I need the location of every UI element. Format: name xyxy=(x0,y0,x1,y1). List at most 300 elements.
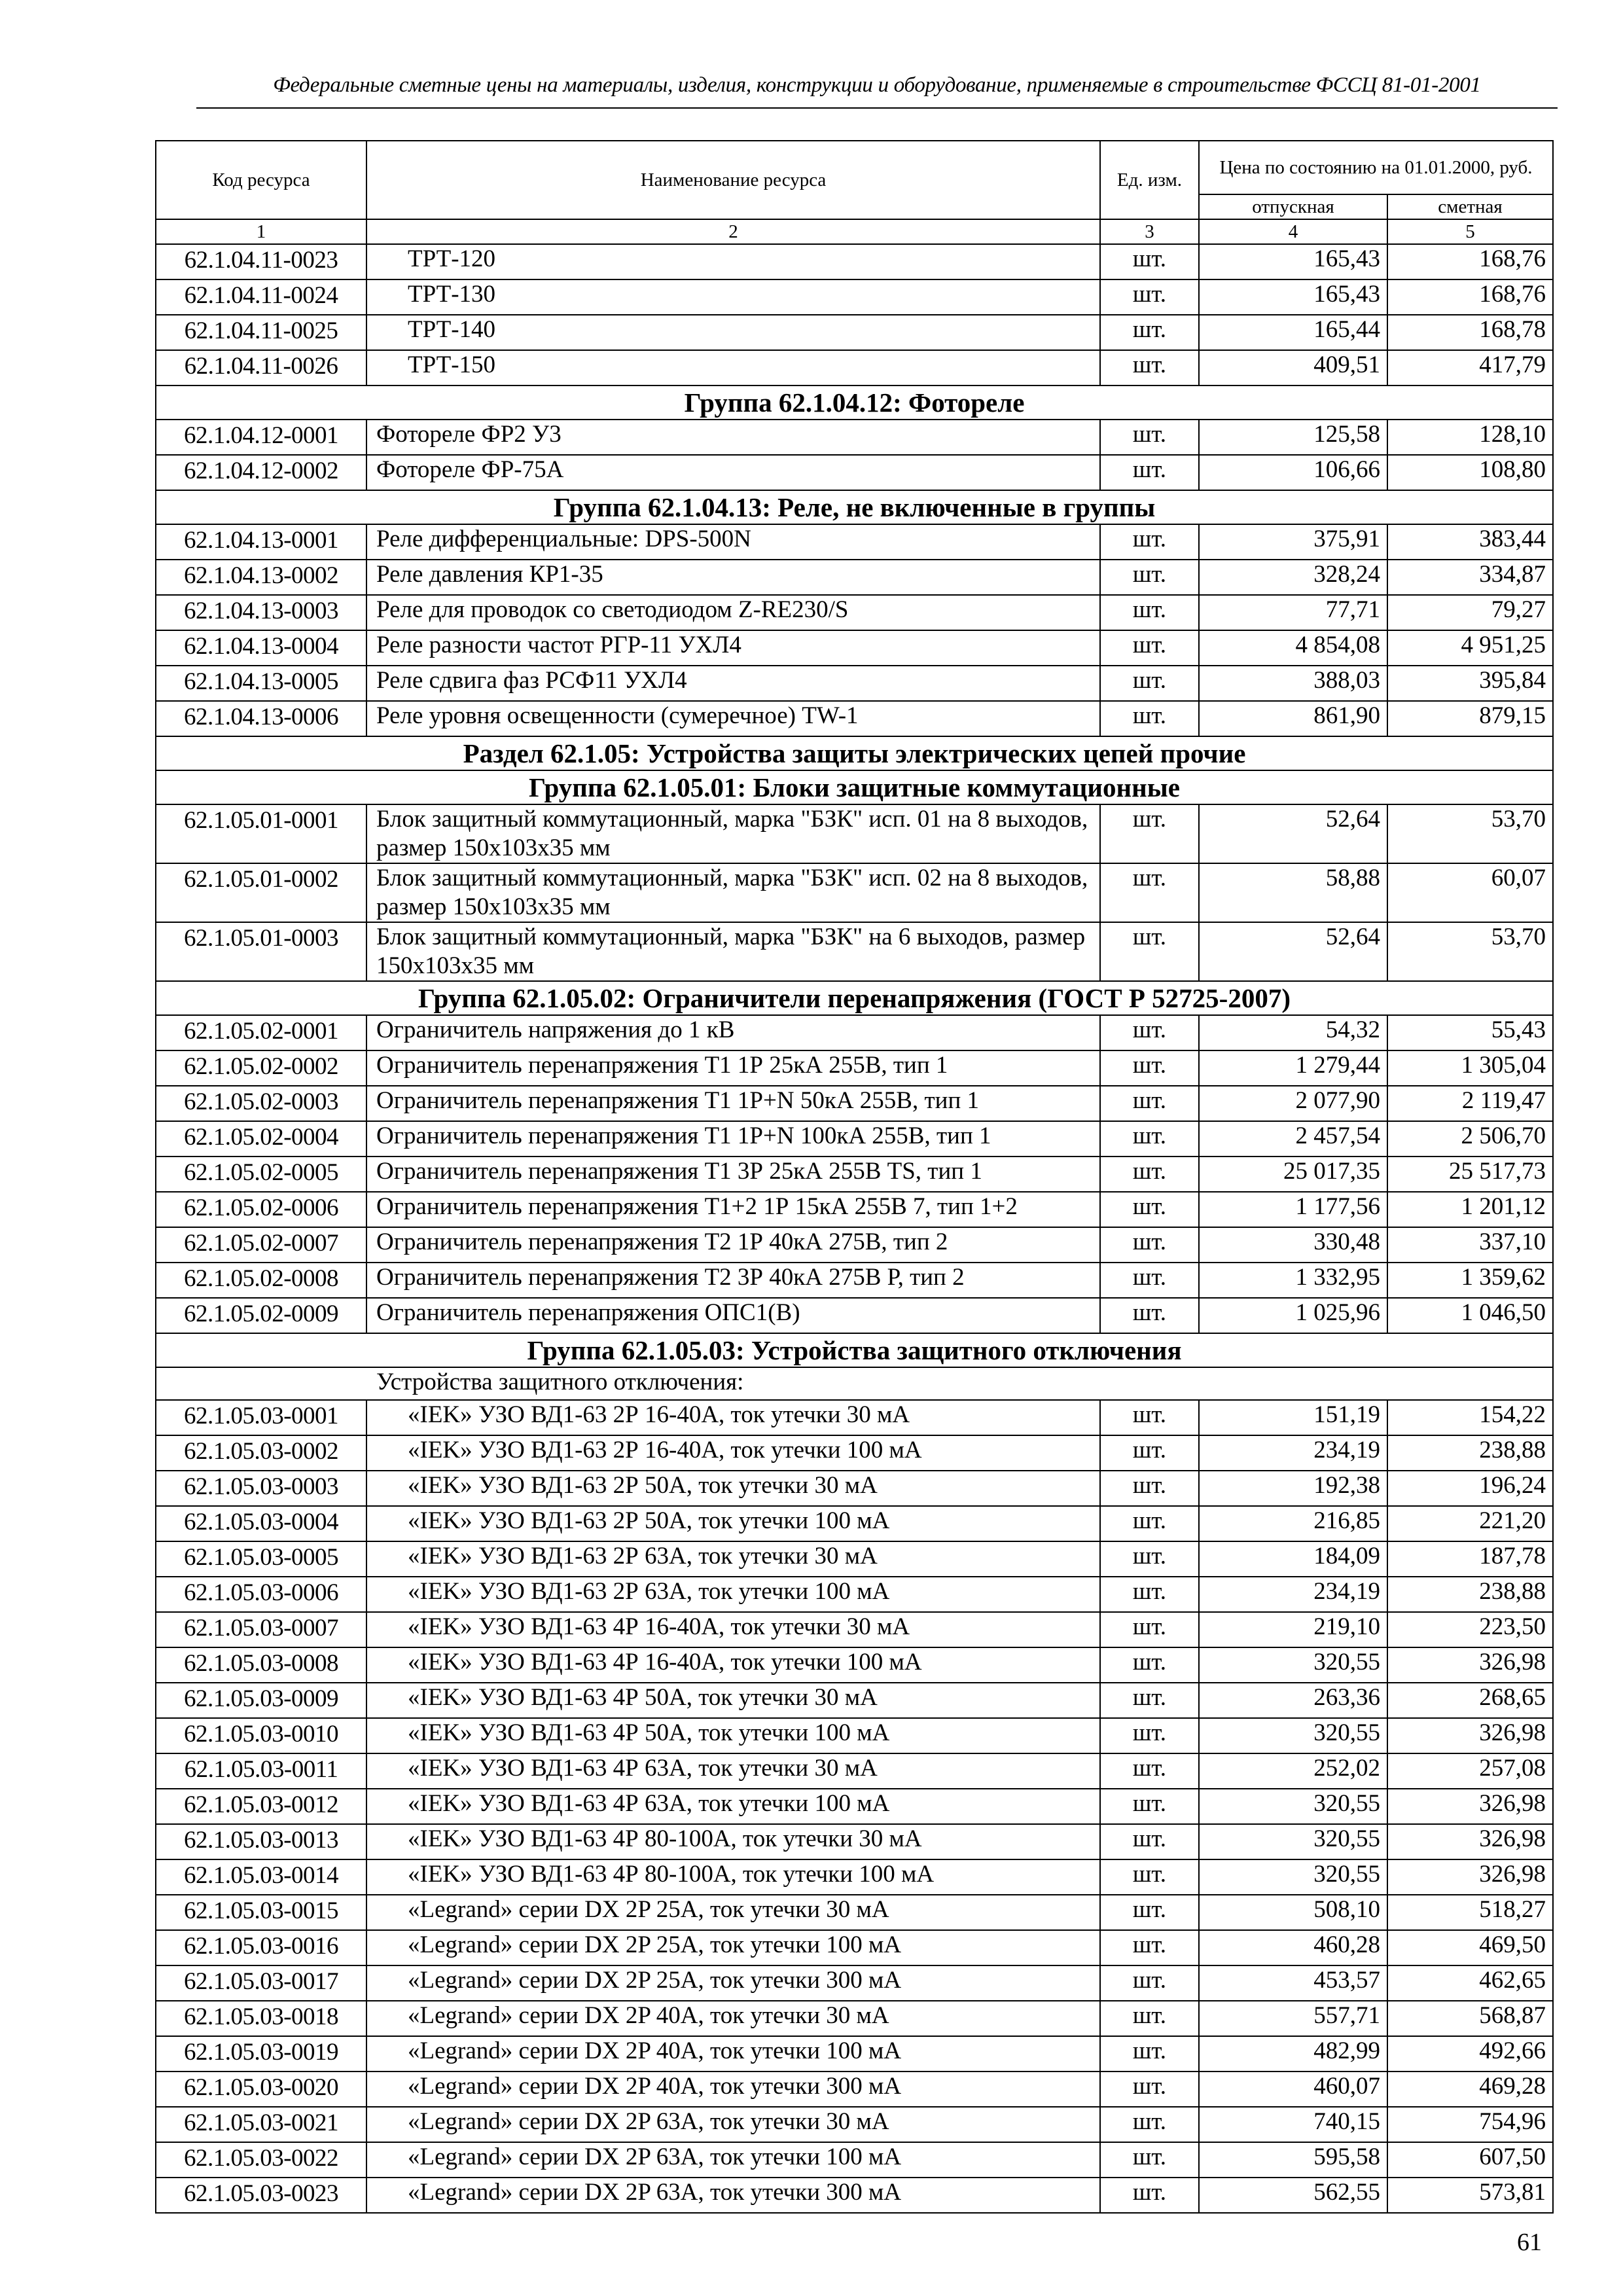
resource-name: Реле разности частот РГР-11 УХЛ4 xyxy=(366,630,1100,666)
resource-code: 62.1.05.03-0019 xyxy=(156,2036,366,2072)
resource-name: «IEK» УЗО ВД1-63 4Р 16-40А, ток утечки 30 мА xyxy=(366,1612,1100,1647)
table-row xyxy=(156,1506,1553,1541)
release-price: 263,36 xyxy=(1199,1683,1387,1718)
estimate-price: 53,70 xyxy=(1387,922,1553,981)
table-row xyxy=(156,315,1553,350)
estimate-price: 79,27 xyxy=(1387,595,1553,630)
release-price: 595,58 xyxy=(1199,2142,1387,2178)
table-row xyxy=(156,1718,1553,1753)
resource-code: 62.1.05.03-0023 xyxy=(156,2178,366,2213)
resource-code: 62.1.05.03-0008 xyxy=(156,1647,366,1683)
unit-cell: шт. xyxy=(1100,2142,1199,2178)
estimate-price: 326,98 xyxy=(1387,1647,1553,1683)
resource-name: «Legrand» серии DX 2P 40A, ток утечки 100 мА xyxy=(366,2036,1100,2072)
unit-cell: шт. xyxy=(1100,1930,1199,1965)
estimate-price: 607,50 xyxy=(1387,2142,1553,2178)
resource-name: «Legrand» серии DX 2P 40A, ток утечки 30 мА xyxy=(366,2001,1100,2036)
unit-cell: шт. xyxy=(1100,350,1199,386)
column-number: 4 xyxy=(1199,219,1387,244)
table-row xyxy=(156,1435,1553,1471)
unit-cell: шт. xyxy=(1100,2072,1199,2107)
release-price: 453,57 xyxy=(1199,1965,1387,2001)
group-heading-row xyxy=(156,386,1553,420)
resource-code: 62.1.05.03-0011 xyxy=(156,1753,366,1789)
page-number: 61 xyxy=(1517,2229,1542,2256)
resource-name: «Legrand» серии DX 2P 25A, ток утечки 300 мА xyxy=(366,1965,1100,2001)
release-price: 328,24 xyxy=(1199,560,1387,595)
release-price: 557,71 xyxy=(1199,2001,1387,2036)
resource-code: 62.1.05.03-0012 xyxy=(156,1789,366,1824)
resource-code: 62.1.05.03-0002 xyxy=(156,1435,366,1471)
estimate-price: 238,88 xyxy=(1387,1435,1553,1471)
resource-name: «IEK» УЗО ВД1-63 2Р 50А, ток утечки 30 мА xyxy=(366,1471,1100,1506)
estimate-price: 1 305,04 xyxy=(1387,1050,1553,1086)
unit-cell: шт. xyxy=(1100,1400,1199,1435)
subheading-title: Устройства защитного отключения: xyxy=(156,1367,1553,1400)
release-price: 252,02 xyxy=(1199,1753,1387,1789)
table-row xyxy=(156,666,1553,701)
resource-name: Блок защитный коммутационный, марка "БЗК" исп. 02 на 8 выходов, размер 150х103х35 мм xyxy=(366,863,1100,922)
estimate-price: 223,50 xyxy=(1387,1612,1553,1647)
estimate-price: 1 046,50 xyxy=(1387,1298,1553,1333)
estimate-price: 108,80 xyxy=(1387,455,1553,490)
group-title: Группа 62.1.04.13: Реле, не включенные в группы xyxy=(156,490,1553,524)
unit-cell: шт. xyxy=(1100,2001,1199,2036)
estimate-price: 1 359,62 xyxy=(1387,1263,1553,1298)
group-heading-row xyxy=(156,981,1553,1015)
estimate-price: 2 506,70 xyxy=(1387,1121,1553,1157)
unit-cell: шт. xyxy=(1100,1753,1199,1789)
column-number: 5 xyxy=(1387,219,1553,244)
resource-code: 62.1.05.02-0002 xyxy=(156,1050,366,1086)
release-price: 77,71 xyxy=(1199,595,1387,630)
estimate-price: 337,10 xyxy=(1387,1227,1553,1263)
unit-cell: шт. xyxy=(1100,244,1199,279)
resource-name: «IEK» УЗО ВД1-63 4Р 50А, ток утечки 100 мА xyxy=(366,1718,1100,1753)
resource-name: «IEK» УЗО ВД1-63 4Р 63А, ток утечки 100 мА xyxy=(366,1789,1100,1824)
release-price: 219,10 xyxy=(1199,1612,1387,1647)
unit-cell: шт. xyxy=(1100,1683,1199,1718)
release-price: 58,88 xyxy=(1199,863,1387,922)
estimate-price: 417,79 xyxy=(1387,350,1553,386)
resource-name: ТРТ-140 xyxy=(366,315,1100,350)
estimate-price: 53,70 xyxy=(1387,804,1553,863)
resource-name: «IEK» УЗО ВД1-63 2Р 16-40А, ток утечки 100 мА xyxy=(366,1435,1100,1471)
resource-code: 62.1.05.03-0017 xyxy=(156,1965,366,2001)
estimate-price: 326,98 xyxy=(1387,1824,1553,1859)
estimate-price: 4 951,25 xyxy=(1387,630,1553,666)
release-price: 54,32 xyxy=(1199,1015,1387,1050)
release-price: 460,07 xyxy=(1199,2072,1387,2107)
column-numbers-row xyxy=(156,219,1553,244)
estimate-price: 168,76 xyxy=(1387,279,1553,315)
table-row xyxy=(156,863,1553,922)
table-row xyxy=(156,560,1553,595)
resource-code: 62.1.05.01-0001 xyxy=(156,804,366,863)
release-price: 388,03 xyxy=(1199,666,1387,701)
unit-cell: шт. xyxy=(1100,524,1199,560)
table-row xyxy=(156,2036,1553,2072)
release-price: 4 854,08 xyxy=(1199,630,1387,666)
estimate-price: 573,81 xyxy=(1387,2178,1553,2213)
resource-code: 62.1.04.12-0002 xyxy=(156,455,366,490)
unit-cell: шт. xyxy=(1100,1789,1199,1824)
release-price: 52,64 xyxy=(1199,922,1387,981)
resource-name: Ограничитель перенапряжения Т1 1Р+N 50кА 255В, тип 1 xyxy=(366,1086,1100,1121)
resource-code: 62.1.04.13-0003 xyxy=(156,595,366,630)
resource-code: 62.1.04.13-0004 xyxy=(156,630,366,666)
estimate-price: 168,78 xyxy=(1387,315,1553,350)
resource-name: «IEK» УЗО ВД1-63 4Р 16-40А, ток утечки 100 мА xyxy=(366,1647,1100,1683)
release-price: 562,55 xyxy=(1199,2178,1387,2213)
estimate-price: 257,08 xyxy=(1387,1753,1553,1789)
table-row xyxy=(156,2142,1553,2178)
resource-code: 62.1.05.03-0003 xyxy=(156,1471,366,1506)
estimate-price: 168,76 xyxy=(1387,244,1553,279)
release-price: 320,55 xyxy=(1199,1647,1387,1683)
release-price: 330,48 xyxy=(1199,1227,1387,1263)
resource-name: Ограничитель перенапряжения Т1 3Р 25кА 255В TS, тип 1 xyxy=(366,1157,1100,1192)
release-price: 106,66 xyxy=(1199,455,1387,490)
resource-name: Реле для проводок со светодиодом Z-RE230/S xyxy=(366,595,1100,630)
resource-name: «Legrand» серии DX 2P 63A, ток утечки 30 мА xyxy=(366,2107,1100,2142)
resource-name: Ограничитель перенапряжения Т1 1Р 25кА 255В, тип 1 xyxy=(366,1050,1100,1086)
table-row xyxy=(156,1753,1553,1789)
resource-name: «IEK» УЗО ВД1-63 4Р 50А, ток утечки 30 мА xyxy=(366,1683,1100,1718)
table-row xyxy=(156,922,1553,981)
resource-code: 62.1.05.01-0003 xyxy=(156,922,366,981)
release-price: 234,19 xyxy=(1199,1577,1387,1612)
unit-cell: шт. xyxy=(1100,2036,1199,2072)
estimate-price: 879,15 xyxy=(1387,701,1553,736)
table-row xyxy=(156,2107,1553,2142)
table-body xyxy=(156,244,1553,2213)
estimate-price: 128,10 xyxy=(1387,420,1553,455)
section-title: Раздел 62.1.05: Устройства защиты электрических цепей прочие xyxy=(156,736,1553,770)
resource-code: 62.1.04.11-0026 xyxy=(156,350,366,386)
estimate-price: 268,65 xyxy=(1387,1683,1553,1718)
resource-code: 62.1.05.02-0001 xyxy=(156,1015,366,1050)
resource-name: «IEK» УЗО ВД1-63 4Р 63А, ток утечки 30 мА xyxy=(366,1753,1100,1789)
resource-name: Реле давления КР1-35 xyxy=(366,560,1100,595)
group-title: Группа 62.1.04.12: Фотореле xyxy=(156,386,1553,420)
resource-name: Блок защитный коммутационный, марка "БЗК" исп. 01 на 8 выходов, размер 150х103х35 мм xyxy=(366,804,1100,863)
unit-cell: шт. xyxy=(1100,1965,1199,2001)
unit-cell: шт. xyxy=(1100,630,1199,666)
unit-cell: шт. xyxy=(1100,666,1199,701)
resource-code: 62.1.05.02-0006 xyxy=(156,1192,366,1227)
resource-code: 62.1.05.03-0020 xyxy=(156,2072,366,2107)
release-price: 1 177,56 xyxy=(1199,1192,1387,1227)
estimate-price: 326,98 xyxy=(1387,1859,1553,1895)
estimate-price: 187,78 xyxy=(1387,1541,1553,1577)
estimate-price: 238,88 xyxy=(1387,1577,1553,1612)
resource-name: «Legrand» серии DX 2P 40A, ток утечки 300 мА xyxy=(366,2072,1100,2107)
unit-cell: шт. xyxy=(1100,1263,1199,1298)
estimate-price: 754,96 xyxy=(1387,2107,1553,2142)
resource-code: 62.1.05.01-0002 xyxy=(156,863,366,922)
unit-cell: шт. xyxy=(1100,1506,1199,1541)
header-release-price: отпускная xyxy=(1199,194,1387,219)
resource-code: 62.1.05.02-0005 xyxy=(156,1157,366,1192)
table-row xyxy=(156,1683,1553,1718)
estimate-price: 469,28 xyxy=(1387,2072,1553,2107)
release-price: 320,55 xyxy=(1199,1859,1387,1895)
header-unit: Ед. изм. xyxy=(1100,141,1199,219)
resource-name: «Legrand» серии DX 2P 25A, ток утечки 30 мА xyxy=(366,1895,1100,1930)
unit-cell: шт. xyxy=(1100,1895,1199,1930)
unit-cell: шт. xyxy=(1100,1298,1199,1333)
resource-code: 62.1.05.02-0009 xyxy=(156,1298,366,1333)
resource-name: «IEK» УЗО ВД1-63 2Р 50А, ток утечки 100 мА xyxy=(366,1506,1100,1541)
estimate-price: 154,22 xyxy=(1387,1400,1553,1435)
table-row xyxy=(156,1965,1553,2001)
release-price: 320,55 xyxy=(1199,1718,1387,1753)
estimate-price: 60,07 xyxy=(1387,863,1553,922)
estimate-price: 25 517,73 xyxy=(1387,1157,1553,1192)
header-name: Наименование ресурса xyxy=(366,141,1100,219)
release-price: 2 457,54 xyxy=(1199,1121,1387,1157)
resource-code: 62.1.05.03-0001 xyxy=(156,1400,366,1435)
resource-code: 62.1.05.03-0009 xyxy=(156,1683,366,1718)
resource-code: 62.1.05.03-0022 xyxy=(156,2142,366,2178)
unit-cell: шт. xyxy=(1100,1612,1199,1647)
resource-code: 62.1.05.02-0003 xyxy=(156,1086,366,1121)
unit-cell: шт. xyxy=(1100,804,1199,863)
unit-cell: шт. xyxy=(1100,1471,1199,1506)
table-row xyxy=(156,630,1553,666)
estimate-price: 568,87 xyxy=(1387,2001,1553,2036)
resource-code: 62.1.05.03-0007 xyxy=(156,1612,366,1647)
resource-name: ТРТ-130 xyxy=(366,279,1100,315)
table-row xyxy=(156,244,1553,279)
resource-code: 62.1.05.03-0005 xyxy=(156,1541,366,1577)
resource-code: 62.1.05.03-0021 xyxy=(156,2107,366,2142)
resource-name: Реле сдвига фаз РСФ11 УХЛ4 xyxy=(366,666,1100,701)
resource-code: 62.1.04.13-0001 xyxy=(156,524,366,560)
release-price: 861,90 xyxy=(1199,701,1387,736)
estimate-price: 334,87 xyxy=(1387,560,1553,595)
unit-cell: шт. xyxy=(1100,315,1199,350)
release-price: 165,44 xyxy=(1199,315,1387,350)
estimate-price: 2 119,47 xyxy=(1387,1086,1553,1121)
release-price: 25 017,35 xyxy=(1199,1157,1387,1192)
resource-code: 62.1.04.11-0023 xyxy=(156,244,366,279)
table-row xyxy=(156,279,1553,315)
estimate-price: 196,24 xyxy=(1387,1471,1553,1506)
estimate-price: 518,27 xyxy=(1387,1895,1553,1930)
resource-code: 62.1.05.03-0016 xyxy=(156,1930,366,1965)
table-row xyxy=(156,1471,1553,1506)
table-row xyxy=(156,1930,1553,1965)
estimate-price: 55,43 xyxy=(1387,1015,1553,1050)
unit-cell: шт. xyxy=(1100,1824,1199,1859)
table-row xyxy=(156,1612,1553,1647)
group-title: Группа 62.1.05.03: Устройства защитного отключения xyxy=(156,1333,1553,1367)
group-heading-row xyxy=(156,770,1553,804)
resource-name: Блок защитный коммутационный, марка "БЗК" на 6 выходов, размер 150х103х35 мм xyxy=(366,922,1100,981)
group-heading-row xyxy=(156,1333,1553,1367)
unit-cell: шт. xyxy=(1100,1577,1199,1612)
estimate-price: 469,50 xyxy=(1387,1930,1553,1965)
resource-code: 62.1.05.02-0004 xyxy=(156,1121,366,1157)
release-price: 320,55 xyxy=(1199,1824,1387,1859)
table-row xyxy=(156,1157,1553,1192)
resource-name: Реле дифференциальные: DPS-500N xyxy=(366,524,1100,560)
table-row xyxy=(156,420,1553,455)
header-code: Код ресурса xyxy=(156,141,366,219)
resource-name: «IEK» УЗО ВД1-63 4Р 80-100А, ток утечки 30 мА xyxy=(366,1824,1100,1859)
resource-code: 62.1.05.03-0010 xyxy=(156,1718,366,1753)
unit-cell: шт. xyxy=(1100,1157,1199,1192)
resource-name: Ограничитель перенапряжения Т2 3Р 40кА 275В Р, тип 2 xyxy=(366,1263,1100,1298)
estimate-price: 1 201,12 xyxy=(1387,1192,1553,1227)
resource-name: Реле уровня освещенности (сумеречное) TW-1 xyxy=(366,701,1100,736)
table-row xyxy=(156,1263,1553,1298)
resource-code: 62.1.05.03-0006 xyxy=(156,1577,366,1612)
column-number: 3 xyxy=(1100,219,1199,244)
table-row xyxy=(156,1647,1553,1683)
resource-name: Фотореле ФР-75А xyxy=(366,455,1100,490)
section-heading-row xyxy=(156,736,1553,770)
release-price: 216,85 xyxy=(1199,1506,1387,1541)
table-row xyxy=(156,455,1553,490)
release-price: 1 025,96 xyxy=(1199,1298,1387,1333)
table-row xyxy=(156,1015,1553,1050)
release-price: 192,38 xyxy=(1199,1471,1387,1506)
table-row xyxy=(156,1192,1553,1227)
table-row xyxy=(156,804,1553,863)
resource-code: 62.1.04.11-0024 xyxy=(156,279,366,315)
unit-cell: шт. xyxy=(1100,2178,1199,2213)
resource-name: «IEK» УЗО ВД1-63 4Р 80-100А, ток утечки 100 мА xyxy=(366,1859,1100,1895)
release-price: 2 077,90 xyxy=(1199,1086,1387,1121)
table-row xyxy=(156,1227,1553,1263)
release-price: 151,19 xyxy=(1199,1400,1387,1435)
table-row xyxy=(156,1577,1553,1612)
table-row xyxy=(156,595,1553,630)
release-price: 409,51 xyxy=(1199,350,1387,386)
release-price: 1 279,44 xyxy=(1199,1050,1387,1086)
table-row xyxy=(156,1824,1553,1859)
unit-cell: шт. xyxy=(1100,1718,1199,1753)
estimate-price: 383,44 xyxy=(1387,524,1553,560)
unit-cell: шт. xyxy=(1100,1050,1199,1086)
release-price: 508,10 xyxy=(1199,1895,1387,1930)
resource-code: 62.1.04.13-0005 xyxy=(156,666,366,701)
column-number: 1 xyxy=(156,219,366,244)
table-row xyxy=(156,1086,1553,1121)
estimate-price: 326,98 xyxy=(1387,1718,1553,1753)
unit-cell: шт. xyxy=(1100,1227,1199,1263)
table-row xyxy=(156,1859,1553,1895)
resource-name: «IEK» УЗО ВД1-63 2Р 16-40А, ток утечки 30 мА xyxy=(366,1400,1100,1435)
resource-name: ТРТ-150 xyxy=(366,350,1100,386)
unit-cell: шт. xyxy=(1100,1541,1199,1577)
header-price: Цена по состоянию на 01.01.2000, руб. xyxy=(1199,141,1553,194)
unit-cell: шт. xyxy=(1100,560,1199,595)
table-row xyxy=(156,1121,1553,1157)
resource-name: ТРТ-120 xyxy=(366,244,1100,279)
unit-cell: шт. xyxy=(1100,455,1199,490)
resource-name: Ограничитель перенапряжения ОПС1(В) xyxy=(366,1298,1100,1333)
table-row xyxy=(156,1050,1553,1086)
resource-name: Фотореле ФР2 У3 xyxy=(366,420,1100,455)
release-price: 482,99 xyxy=(1199,2036,1387,2072)
resource-name: Ограничитель перенапряжения Т1 1Р+N 100кА 255В, тип 1 xyxy=(366,1121,1100,1157)
header-rule xyxy=(196,107,1558,109)
resource-name: Ограничитель перенапряжения Т2 1Р 40кА 275В, тип 2 xyxy=(366,1227,1100,1263)
unit-cell: шт. xyxy=(1100,1086,1199,1121)
table-row xyxy=(156,1400,1553,1435)
release-price: 320,55 xyxy=(1199,1789,1387,1824)
resource-code: 62.1.05.03-0013 xyxy=(156,1824,366,1859)
table-row xyxy=(156,1298,1553,1333)
release-price: 184,09 xyxy=(1199,1541,1387,1577)
unit-cell: шт. xyxy=(1100,1435,1199,1471)
table-row xyxy=(156,701,1553,736)
unit-cell: шт. xyxy=(1100,279,1199,315)
group-title: Группа 62.1.05.01: Блоки защитные коммутационные xyxy=(156,770,1553,804)
estimate-price: 492,66 xyxy=(1387,2036,1553,2072)
unit-cell: шт. xyxy=(1100,701,1199,736)
resource-code: 62.1.04.13-0002 xyxy=(156,560,366,595)
unit-cell: шт. xyxy=(1100,595,1199,630)
running-head: Федеральные сметные цены на материалы, изделия, конструкции и оборудование, применяемые в строительстве ФССЦ 81-01-2001 xyxy=(273,73,1481,97)
unit-cell: шт. xyxy=(1100,420,1199,455)
group-heading-row xyxy=(156,490,1553,524)
release-price: 460,28 xyxy=(1199,1930,1387,1965)
resource-name: «Legrand» серии DX 2P 63A, ток утечки 300 мА xyxy=(366,2178,1100,2213)
unit-cell: шт. xyxy=(1100,1015,1199,1050)
release-price: 740,15 xyxy=(1199,2107,1387,2142)
unit-cell: шт. xyxy=(1100,1121,1199,1157)
table-row xyxy=(156,524,1553,560)
column-number: 2 xyxy=(366,219,1100,244)
release-price: 234,19 xyxy=(1199,1435,1387,1471)
table-row xyxy=(156,1789,1553,1824)
resource-code: 62.1.04.13-0006 xyxy=(156,701,366,736)
subheading-row xyxy=(156,1367,1553,1400)
estimate-price: 221,20 xyxy=(1387,1506,1553,1541)
release-price: 375,91 xyxy=(1199,524,1387,560)
table-row xyxy=(156,2001,1553,2036)
estimate-price: 395,84 xyxy=(1387,666,1553,701)
resource-name: «Legrand» серии DX 2P 63A, ток утечки 100 мА xyxy=(366,2142,1100,2178)
resource-name: Ограничитель перенапряжения Т1+2 1Р 15кА 255В 7, тип 1+2 xyxy=(366,1192,1100,1227)
resource-code: 62.1.05.02-0008 xyxy=(156,1263,366,1298)
release-price: 1 332,95 xyxy=(1199,1263,1387,1298)
resource-name: «IEK» УЗО ВД1-63 2Р 63А, ток утечки 30 мА xyxy=(366,1541,1100,1577)
estimate-price: 326,98 xyxy=(1387,1789,1553,1824)
table-row xyxy=(156,1541,1553,1577)
unit-cell: шт. xyxy=(1100,1859,1199,1895)
table-row xyxy=(156,2178,1553,2213)
unit-cell: шт. xyxy=(1100,1647,1199,1683)
table-row xyxy=(156,350,1553,386)
resource-code: 62.1.05.02-0007 xyxy=(156,1227,366,1263)
table-row xyxy=(156,1895,1553,1930)
unit-cell: шт. xyxy=(1100,863,1199,922)
group-title: Группа 62.1.05.02: Ограничители перенапряжения (ГОСТ Р 52725-2007) xyxy=(156,981,1553,1015)
release-price: 165,43 xyxy=(1199,244,1387,279)
resource-code: 62.1.05.03-0004 xyxy=(156,1506,366,1541)
price-table xyxy=(155,140,1554,2214)
table-row xyxy=(156,2072,1553,2107)
unit-cell: шт. xyxy=(1100,2107,1199,2142)
unit-cell: шт. xyxy=(1100,922,1199,981)
resource-code: 62.1.05.03-0015 xyxy=(156,1895,366,1930)
